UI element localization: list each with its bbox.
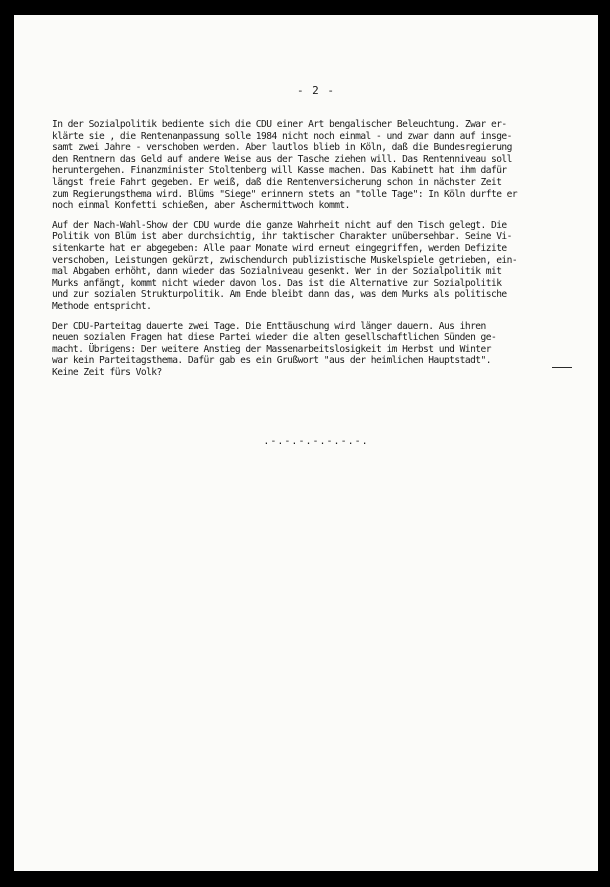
text-line: Methode entspricht. [52, 300, 152, 312]
text-line: verschoben, Leistungen gekürzt, zwischendurch publizistische Muskelspiele getrieben, ein- [52, 254, 518, 266]
text-line: Der CDU-Parteitag dauerte zwei Tage. Die Enttäuschung wird länger dauern. Aus ihren [52, 320, 486, 332]
text-line: heruntergehen. Finanzminister Stoltenberg will Kasse machen. Das Kabinett hat ihm dafür [52, 165, 507, 177]
paragraph-parteitag [52, 321, 592, 379]
text-line: Politik von Blüm ist aber durchsichtig, ihr taktischer Charakter unübersehbar. Seine Vi- [52, 231, 512, 243]
page-number: - 2 - [296, 84, 336, 97]
paragraph-sozialpolitik [52, 119, 592, 212]
text-line: zum Regierungsthema wird. Blüms "Siege" erinnern stets an "tolle Tage": In Köln durfte er [52, 188, 518, 200]
text-line: neuen sozialen Fragen hat diese Partei wieder die alten gesellschaftlichen Sünden ge- [52, 332, 497, 344]
text-line: sitenkarte hat er abgegeben: Alle paar Monate wird erneut eingegriffen, werden Defizite [52, 242, 507, 254]
text-line: längst freie Fahrt gegeben. Er weiß, daß die Rentenversicherung schon in nächster Zeit [52, 176, 502, 188]
text-line: samt zwei Jahre - verschoben werden. Aber lautlos blieb in Köln, daß die Bundesregierung [52, 142, 512, 154]
text-line: Auf der Nach-Wahl-Show der CDU wurde die ganze Wahrheit nicht auf den Tisch gelegt. Die [52, 219, 507, 231]
body-text [52, 119, 592, 386]
text-line: macht. Übrigens: Der weitere Anstieg der Massenarbeitslosigkeit im Herbst und Winter [52, 343, 491, 355]
text-line: Keine Zeit fürs Volk? [52, 366, 162, 378]
text-line: und zur sozialen Strukturpolitik. Am Ende bleibt dann das, was dem Murks als politische [52, 289, 507, 301]
paragraph-nach-wahl-show [52, 220, 592, 313]
text-line: Murks anfängt, kommt nicht wieder davon los. Das ist die Alternative zur Sozialpolitik [52, 277, 502, 289]
document-page [14, 15, 598, 871]
closing-separator: .-.-.-.-.-.-.-. [263, 436, 369, 447]
text-line: klärte sie , die Rentenanpassung solle 1984 nicht noch einmal - und zwar dann auf insge- [52, 130, 512, 142]
text-line: mal Abgaben erhöht, dann wieder das Sozialniveau gesenkt. Wer in der Sozialpolitik mit [52, 266, 502, 278]
text-line: war kein Parteitagsthema. Dafür gab es ein Grußwort "aus der heimlichen Hauptstadt". [52, 355, 491, 367]
text-line: den Rentnern das Geld auf andere Weise aus der Tasche ziehen will. Das Rentenniveau soll [52, 153, 512, 165]
text-line: In der Sozialpolitik bediente sich die CDU einer Art bengalischer Beleuchtung. Zwar er- [52, 119, 507, 130]
margin-mark [552, 367, 572, 368]
text-line: noch einmal Konfetti schießen, aber Aschermittwoch kommt. [52, 200, 350, 212]
